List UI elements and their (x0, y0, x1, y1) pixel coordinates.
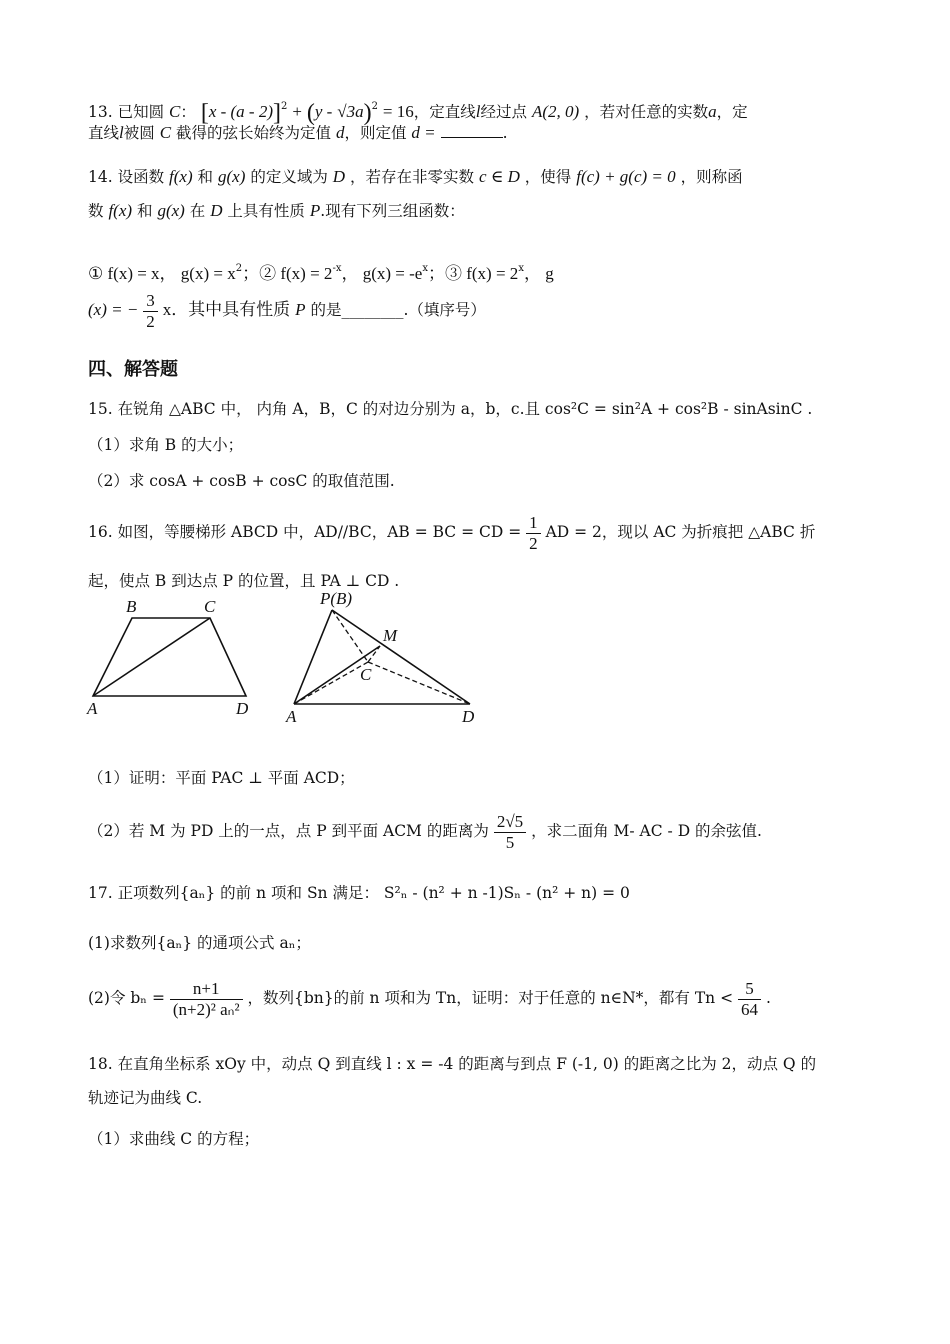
trapezoid-outline (93, 618, 246, 696)
answer-blank (441, 123, 503, 138)
pyramid-figure (280, 586, 490, 731)
segment-cm-dashed (368, 646, 380, 662)
q13-line2: 直线l被圆 C 截得的弦长始终为定值 d，则定值 d = . (88, 123, 508, 142)
q18-line1: 18. 在直角坐标系 xOy 中，动点 Q 到直线 l : x = -4 的距离与到点 F (-1, 0) 的距离之比为 2，动点 Q 的 (88, 1055, 817, 1073)
q13-line1: 13. 已知圆 C： [x - (a - 2)]$^2$ + (y - √3a)$^2$ = 16，定直线l经过点 A(2, 0) ，若对任意的实数a，定 (88, 100, 748, 126)
label-a: A (87, 699, 98, 718)
label-b: B (126, 597, 137, 616)
q16-part1: （1）证明：平面 PAC ⊥ 平面 ACD； (88, 769, 355, 787)
fraction-bn: $\frac{n+1}{\text{(n+2)² aₙ²}}$ (170, 979, 243, 1020)
section-heading: 四、解答题 (88, 359, 178, 380)
q14-line2: 数 f(x) 和 g(x) 在 D 上具有性质 P.现有下列三组函数： (88, 201, 465, 220)
q16-line1: 16. 如图，等腰梯形 ABCD 中，AD//BC，AB = BC = CD = $\frac{1}{2}$ AD = 2，现以 AC 为折痕把 △ABC 折 (88, 512, 816, 553)
q14-line1: 14. 设函数 f(x) 和 g(x) 的定义域为 D ，若存在非零实数 c ∈ D ，使得 f(c) + g(c) = 0 ，则称函 (88, 167, 743, 186)
q18-part1: （1）求曲线 C 的方程； (88, 1130, 260, 1148)
label-d2: D (462, 707, 475, 726)
fraction-3-2: $\frac{3}{2}$ (143, 291, 158, 332)
label-a2: A (286, 707, 297, 726)
q15-part2: （2）求 cosA + cosB + cosC 的取值范围. (88, 472, 395, 490)
label-pb: P(B) (320, 589, 353, 608)
edge-pa (294, 610, 332, 704)
label-c2: C (360, 665, 372, 684)
q16-line2: 起，使点 B 到达点 P 的位置，且 PA ⊥ CD . (88, 572, 400, 590)
label-m: M (383, 626, 398, 645)
fraction-2sqrt5-5: $\frac{2√5}{5}$ (494, 812, 526, 853)
label-c: C (204, 597, 216, 616)
q17-part1: (1)求数列{aₙ} 的通项公式 aₙ； (88, 934, 311, 952)
edge-ac-dashed (294, 662, 368, 704)
q14-options: ① f(x) = x， $g(x) = x^2$；② $f(x) = 2^{-x}$， $g(x) = -e^x$；③ $f(x) = 2^x$， g (88, 263, 554, 283)
q16-part2: （2）若 M 为 PD 上的一点，点 P 到平面 ACM 的距离为 $\frac{2√5}{5}$ ，求二面角 M- AC - D 的余弦值. (88, 811, 762, 852)
q15-part1: （1）求角 B 的大小； (88, 436, 244, 454)
edge-pc-dashed (332, 610, 368, 662)
fraction-1-2: $\frac{1}{2}$ (526, 513, 541, 554)
diagonal-ac (93, 618, 210, 696)
fraction-5-64: $\frac{5}{64}$ (738, 979, 761, 1020)
q17-line1: 17. 正项数列{aₙ} 的前 n 项和 Sn 满足： S²ₙ - (n² + n -1)Sₙ - (n² + n) = 0 (88, 884, 630, 902)
q17-part2: (2)令 bₙ = $\frac{n+1}{\text{(n+2)² aₙ²}}$ ，数列{bn}的前 n 项和为 Tn，证明：对于任意的 n∈N*，都有 Tn < $\frac{5}{64}$ . (88, 978, 771, 1019)
q14-line4: (x) = − $\frac{3}{2}$ x．其中具有性质 P 的是________.（填序号） (88, 290, 486, 331)
trapezoid-figure (80, 596, 270, 726)
label-d: D (236, 699, 249, 718)
q18-line2: 轨迹记为曲线 C. (88, 1089, 203, 1107)
q15-line1: 15. 在锐角 △ABC 中， 内角 A，B，C 的对边分别为 a，b，c.且 cos²C = sin²A + cos²B - sinAsinC . (88, 400, 813, 418)
edge-pd (332, 610, 470, 704)
